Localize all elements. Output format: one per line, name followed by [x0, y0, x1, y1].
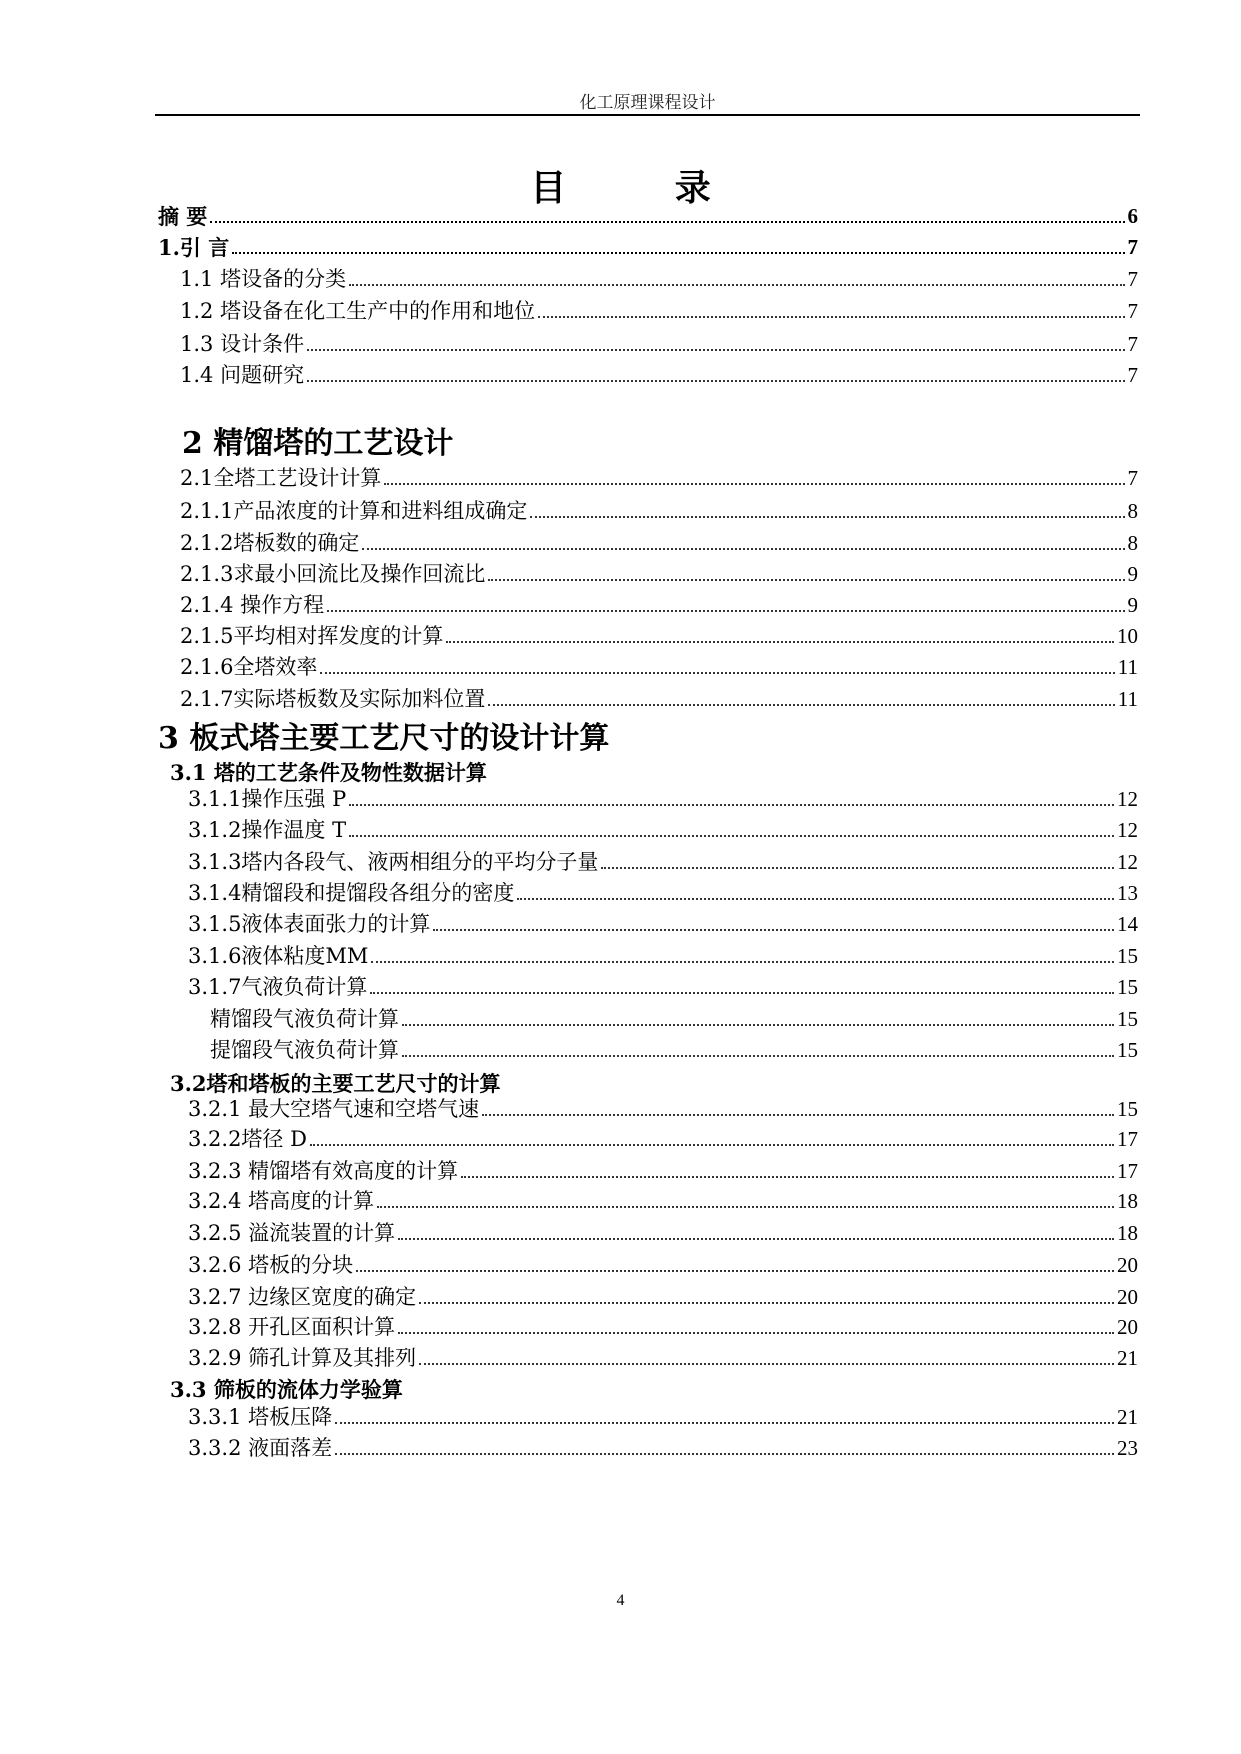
toc-entry-page: 12: [1117, 818, 1138, 842]
toc-entry[interactable]: [188, 1254, 1138, 1277]
toc-entry-page: 18: [1117, 1189, 1138, 1213]
dot-leader: [384, 483, 1124, 485]
toc-entry[interactable]: [188, 819, 1138, 842]
toc-entry-page: 17: [1117, 1127, 1138, 1151]
toc-entry-title: 3.2.2塔径 D: [188, 1127, 307, 1151]
toc-entry-page: 21: [1117, 1346, 1138, 1370]
dot-leader: [335, 1422, 1114, 1424]
toc-entry[interactable]: [188, 851, 1138, 874]
dot-leader: [349, 284, 1124, 286]
toc-entry[interactable]: [188, 976, 1138, 999]
dot-leader: [349, 804, 1114, 806]
dot-leader: [210, 221, 1124, 223]
toc-entry-title: 2.1全塔工艺设计计算: [180, 466, 382, 490]
subsection-heading: 3.2塔和塔板的主要工艺尺寸的计算: [170, 1071, 501, 1096]
toc-entry[interactable]: [188, 882, 1138, 905]
toc-entry-title: 3.2.8 开孔区面积计算: [188, 1315, 396, 1339]
header-rule: [155, 114, 1140, 116]
toc-entry-page: 12: [1117, 850, 1138, 874]
toc-entry-title: 2.1.1产品浓度的计算和进料组成确定: [180, 499, 528, 523]
toc-entry-page: 15: [1117, 1007, 1138, 1031]
toc-entry[interactable]: [210, 1008, 1138, 1031]
toc-entry[interactable]: [158, 205, 1138, 228]
toc-entry-page: 9: [1127, 562, 1138, 586]
dot-leader: [488, 579, 1124, 581]
toc-entry[interactable]: [180, 594, 1138, 617]
dot-leader: [488, 704, 1114, 706]
toc-entry-title: 3.2.7 边缘区宽度的确定: [188, 1285, 417, 1309]
toc-entry-page: 13: [1117, 881, 1138, 905]
dot-leader: [335, 1453, 1114, 1455]
toc-entry-page: 15: [1117, 1097, 1138, 1121]
section-heading: 3 板式塔主要工艺尺寸的设计计算: [158, 721, 610, 756]
toc-entry-page: 7: [1127, 267, 1138, 291]
toc-entry[interactable]: [180, 625, 1138, 648]
dot-leader: [362, 548, 1124, 550]
toc-entry-page: 15: [1117, 975, 1138, 999]
toc-entry-title: 3.2.9 筛孔计算及其排列: [188, 1346, 417, 1370]
toc-entry[interactable]: [158, 236, 1138, 259]
dot-leader: [402, 1055, 1114, 1057]
toc-entry-title: 3.2.6 塔板的分块: [188, 1253, 354, 1277]
toc-entry[interactable]: [188, 1190, 1138, 1213]
toc-entry-page: 9: [1127, 593, 1138, 617]
toc-entry-page: 11: [1117, 655, 1138, 679]
dot-leader: [307, 349, 1124, 351]
dot-leader: [402, 1024, 1114, 1026]
dot-leader: [419, 1363, 1114, 1365]
toc-entry-title: 2.1.2塔板数的确定: [180, 531, 360, 555]
toc-entry-title: 摘 要: [158, 204, 208, 229]
toc-entry-title: 3.1.1操作压强 P: [188, 787, 347, 811]
toc-entry-page: 8: [1127, 531, 1138, 555]
toc-entry-page: 7: [1127, 235, 1138, 259]
dot-leader: [461, 1176, 1114, 1178]
subsection-heading: 3.1 塔的工艺条件及物性数据计算: [170, 760, 487, 785]
subsection-heading: 3.3 筛板的流体力学验算: [170, 1377, 403, 1402]
toc-entry[interactable]: [188, 1437, 1138, 1460]
toc-entry-page: 17: [1117, 1159, 1138, 1183]
toc-entry[interactable]: [188, 1316, 1138, 1339]
dot-leader: [377, 1206, 1114, 1208]
dot-leader: [349, 835, 1114, 837]
dot-leader: [320, 672, 1114, 674]
toc-entry-page: 15: [1117, 944, 1138, 968]
dot-leader: [310, 1144, 1114, 1146]
toc-entry-title: 3.1.2操作温度 T: [188, 818, 347, 842]
dot-leader: [601, 867, 1114, 869]
toc-entry-page: 20: [1117, 1285, 1138, 1309]
page-number: 4: [616, 1592, 625, 1609]
toc-entry-title: 3.3.1 塔板压降: [188, 1405, 333, 1429]
toc-entry-page: 8: [1127, 499, 1138, 523]
toc-entry[interactable]: [188, 1222, 1138, 1245]
toc-entry-page: 7: [1127, 466, 1138, 490]
toc-entry[interactable]: [180, 532, 1138, 555]
dot-leader: [307, 380, 1124, 382]
toc-entry-title: 3.1.4精馏段和提馏段各组分的密度: [188, 881, 515, 905]
dot-leader: [370, 992, 1114, 994]
toc-entry[interactable]: [210, 1039, 1138, 1062]
dot-leader: [398, 1332, 1114, 1334]
toc-entry[interactable]: [180, 300, 1138, 323]
toc-entry-page: 7: [1127, 299, 1138, 323]
toc-entry-page: 14: [1117, 912, 1138, 936]
toc-entry[interactable]: [180, 656, 1138, 679]
toc-entry-title: 1.引 言: [158, 235, 230, 260]
dot-leader: [517, 898, 1114, 900]
toc-entry-title: 2.1.6全塔效率: [180, 655, 318, 679]
toc-entry-title: 3.1.5液体表面张力的计算: [188, 912, 431, 936]
toc-entry-title: 3.2.5 溢流装置的计算: [188, 1221, 396, 1245]
toc-entry[interactable]: [188, 1347, 1138, 1370]
toc-entry-title: 3.1.7气液负荷计算: [188, 975, 368, 999]
dot-leader: [530, 516, 1124, 518]
running-header: 化工原理课程设计: [579, 93, 716, 113]
toc-entry[interactable]: [180, 333, 1138, 356]
dot-leader: [327, 610, 1124, 612]
toc-entry-title: 3.2.3 精馏塔有效高度的计算: [188, 1159, 459, 1183]
toc-entry-title: 提馏段气液负荷计算: [210, 1038, 399, 1062]
dot-leader: [538, 316, 1124, 318]
toc-entry-title: 2.1.4 操作方程: [180, 593, 325, 617]
toc-entry-page: 21: [1117, 1405, 1138, 1429]
toc-entry-page: 20: [1117, 1315, 1138, 1339]
dot-leader: [356, 1270, 1114, 1272]
dot-leader: [398, 1238, 1114, 1240]
toc-entry[interactable]: [180, 268, 1138, 291]
dot-leader: [419, 1302, 1114, 1304]
toc-entry-page: 11: [1117, 687, 1138, 711]
toc-entry[interactable]: [188, 945, 1138, 968]
page-title: 目 录: [530, 167, 759, 209]
toc-entry[interactable]: [188, 1406, 1138, 1429]
toc-entry-page: 12: [1117, 787, 1138, 811]
toc-entry-page: 10: [1117, 624, 1138, 648]
toc-entry-page: 18: [1117, 1221, 1138, 1245]
toc-entry[interactable]: [188, 1160, 1138, 1183]
toc-entry-title: 3.2.4 塔高度的计算: [188, 1189, 375, 1213]
toc-entry-title: 精馏段气液负荷计算: [210, 1007, 399, 1031]
toc-entry-page: 6: [1127, 204, 1138, 228]
toc-entry-page: 7: [1127, 363, 1138, 387]
toc-entry-title: 3.2.1 最大空塔气速和空塔气速: [188, 1097, 480, 1121]
toc-entry[interactable]: [188, 1128, 1138, 1151]
toc-entry-page: 15: [1117, 1038, 1138, 1062]
toc-entry-title: 2.1.5平均相对挥发度的计算: [180, 624, 444, 648]
toc-entry[interactable]: [180, 467, 1138, 490]
toc-entry-title: 2.1.7实际塔板数及实际加料位置: [180, 687, 486, 711]
toc-entry[interactable]: [180, 688, 1138, 711]
toc-entry-title: 3.1.3塔内各段气、液两相组分的平均分子量: [188, 850, 599, 874]
toc-entry-title: 2.1.3求最小回流比及操作回流比: [180, 562, 486, 586]
toc-entry[interactable]: [188, 913, 1138, 936]
dot-leader: [232, 252, 1124, 254]
toc-entry-title: 1.2 塔设备在化工生产中的作用和地位: [180, 299, 536, 323]
dot-leader: [482, 1114, 1114, 1116]
toc-entry-page: 20: [1117, 1253, 1138, 1277]
section-heading: 2 精馏塔的工艺设计: [182, 426, 454, 461]
toc-entry-title: 1.3 设计条件: [180, 332, 305, 356]
toc-entry[interactable]: [188, 1286, 1138, 1309]
toc-entry-title: 1.1 塔设备的分类: [180, 267, 347, 291]
toc-entry-title: 1.4 问题研究: [180, 363, 305, 387]
toc-entry-title: 3.3.2 液面落差: [188, 1436, 333, 1460]
dot-leader: [371, 961, 1114, 963]
toc-entry[interactable]: [188, 788, 1138, 811]
dot-leader: [446, 641, 1114, 643]
dot-leader: [433, 929, 1114, 931]
toc-entry[interactable]: [188, 1098, 1138, 1121]
toc-entry[interactable]: [180, 364, 1138, 387]
toc-entry[interactable]: [180, 500, 1138, 523]
toc-entry-page: 7: [1127, 332, 1138, 356]
toc-entry-page: 23: [1117, 1436, 1138, 1460]
toc-entry-title: 3.1.6液体粘度MM: [188, 944, 369, 968]
toc-entry[interactable]: [180, 563, 1138, 586]
